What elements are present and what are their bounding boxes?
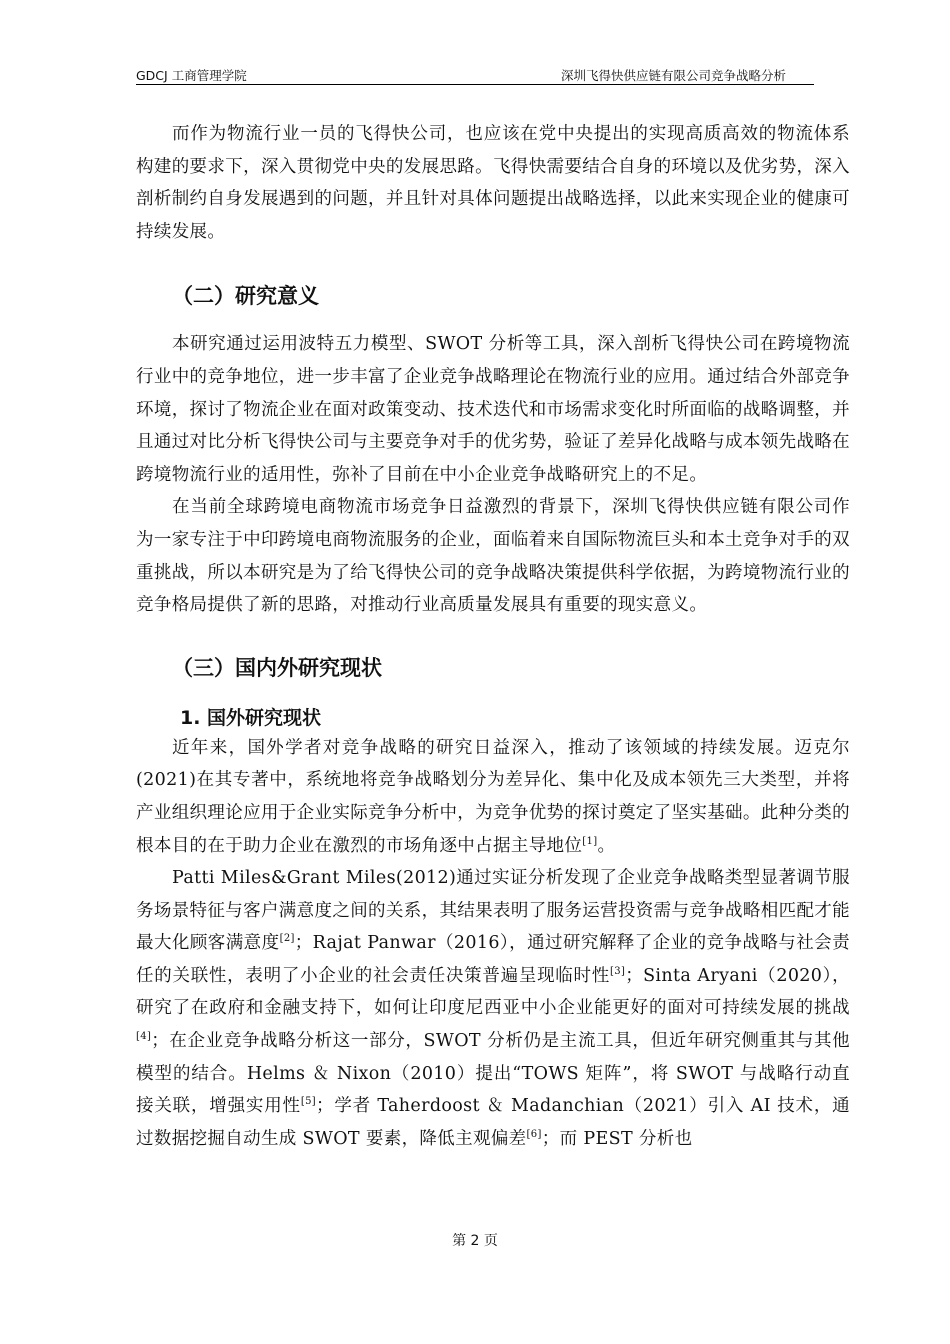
page-number: 第 2 页: [452, 1233, 498, 1249]
citation-ref: [3]: [610, 966, 626, 978]
section-heading-research-status: （三）国内外研究现状: [172, 655, 382, 680]
significance-paragraph-1: 本研究通过运用波特五力模型、SWOT 分析等工具，深入剖析飞得快公司在跨境物流行业中的竞争地位，进一步丰富了企业竞争战略理论在物流行业的应用。通过结合外部竞争环境，探讨了物流企业在面对政策变动、技术迭代和市场需求变化时所面临的战略调整，并且通过对比分析飞得快公司与主要竞争对手的优劣势，验证了差异化战略与成本领先战略在跨境物流行业的适用性，弥补了目前在中小企业竞争战略研究上的不足。: [136, 334, 850, 485]
citation-ref: [1]: [582, 835, 598, 847]
citation-ref: [4]: [136, 1031, 152, 1043]
foreign-research-paragraph-2: [136, 862, 850, 1155]
paragraph-text: ；在企业竞争战略分析这一部分，SWOT 分析仍是主流工具，但近年研究侧重其与其他模型的结合。Helms ＆ Nixon（2010）提出“TOWS 矩阵”，将 SWOT 与战略行动直接关联，增强实用性: [136, 1031, 850, 1117]
citation-ref: [6]: [526, 1129, 542, 1141]
paragraph-text: ；学者 Taherdoost ＆ Madanchian（2021）引入 AI 技术，通过数据挖掘自动生成 SWOT 要素，降低主观偏差: [136, 1096, 850, 1149]
citation-ref: [2]: [279, 933, 295, 945]
subsection-heading-foreign-research: 1. 国外研究现状: [180, 706, 322, 729]
paragraph-text: Patti Miles&Grant Miles(2012)通过实证分析发现了企业竞争战略类型显著调节服务场景特征与客户满意度之间的关系，其结果表明了服务运营投资需与竞争战略相匹配才能最大化顾客满意度: [136, 868, 850, 954]
page-header: [136, 64, 814, 85]
page-content: [136, 118, 850, 1155]
citation-ref: [5]: [300, 1096, 317, 1108]
paragraph-text: ；Rajat Panwar（2016），通过研究解释了企业的竞争战略与社会责任的关联性，表明了小企业的社会责任决策普遍呈现临时性: [136, 933, 850, 986]
header-school: GDCJ 工商管理学院: [136, 68, 247, 83]
paragraph-text: ；Sinta Aryani（2020），研究了在政府和金融支持下，如何让印度尼西亚中小企业能更好的面对可持续发展的挑战: [136, 965, 850, 1019]
paragraph-text: ；而 PEST 分析也: [541, 1128, 693, 1149]
section-heading-significance: （二）研究意义: [172, 284, 319, 309]
paragraph-text: 近年来，国外学者对竞争战略的研究日益深入，推动了该领域的持续发展。迈克尔(2021)在其专著中，系统地将竞争战略划分为差异化、集中化及成本领先三大类型，并将产业组织理论应用于企业实际竞争分析中，为竞争优势的探讨奠定了坚实基础。此种分类的根本目的在于助力企业在激烈的市场角逐中占据主导地位: [136, 737, 850, 856]
significance-paragraph-2: 在当前全球跨境电商物流市场竞争日益激烈的背景下，深圳飞得快供应链有限公司作为一家专注于中印跨境电商物流服务的企业，面临着来自国际物流巨头和本土竞争对手的双重挑战，所以本研究是为了给飞得快公司的竞争战略决策提供科学依据，为跨境物流行业的竞争格局提供了新的思路，对推动行业高质量发展具有重要的现实意义。: [136, 497, 850, 616]
header-title: 深圳飞得快供应链有限公司竞争战略分析: [560, 68, 786, 83]
intro-paragraph: 而作为物流行业一员的飞得快公司，也应该在党中央提出的实现高质高效的物流体系构建的要求下，深入贯彻党中央的发展思路。飞得快需要结合自身的环境以及优劣势，深入剖析制约自身发展遇到的问题，并且针对具体问题提出战略选择，以此来实现企业的健康可持续发展。: [136, 124, 850, 242]
paragraph-text: 。: [597, 835, 616, 856]
foreign-research-paragraph-1: [136, 732, 850, 862]
